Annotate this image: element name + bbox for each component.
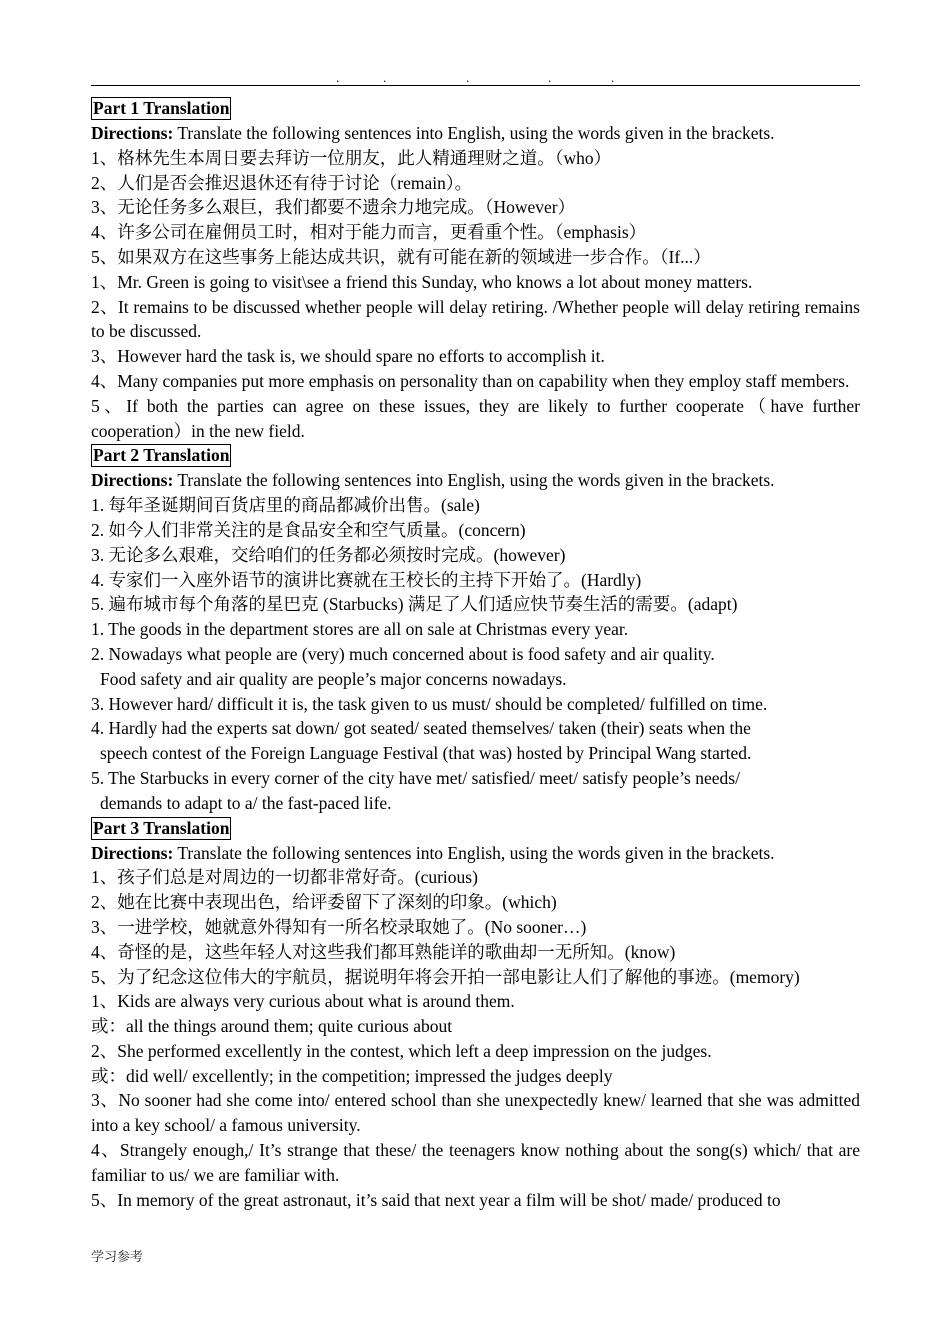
part3-question: 5、为了纪念这位伟大的宇航员，据说明年将会开拍一部电影让人们了解他的事迹。(memory) bbox=[91, 966, 800, 987]
part3-answer: 1、Kids are always very curious about what is around them. bbox=[91, 991, 515, 1012]
part2-answer: 5. The Starbucks in every corner of the city have met/ satisfied/ meet/ satisfy people’s needs/ bbox=[91, 767, 740, 788]
header-rule bbox=[91, 85, 860, 86]
part3-section bbox=[91, 816, 860, 1213]
header-dot: . bbox=[466, 70, 470, 85]
part3-question: 2、她在比赛中表现出色，给评委留下了深刻的印象。(which) bbox=[91, 892, 557, 913]
part2-answer: 1. The goods in the department stores are all on sale at Christmas every year. bbox=[91, 619, 629, 640]
part2-question: 2. 如今人们非常关注的是食品安全和空气质量。(concern) bbox=[91, 519, 526, 540]
part2-question: 1. 每年圣诞期间百货店里的商品都减价出售。(sale) bbox=[91, 495, 480, 516]
part1-question: 2、人们是否会推迟退休还有待于讨论（remain）。 bbox=[91, 172, 473, 193]
part1-title: Part 1 Translation bbox=[93, 98, 230, 118]
header-dot: . bbox=[611, 70, 615, 85]
part3-answer: 4、Strangely enough,/ It’s strange that these/ the teenagers know nothing about the song(s) which/ that are familiar to us/ we are familiar with. bbox=[91, 1140, 860, 1185]
part2-section bbox=[91, 443, 860, 815]
part1-directions: Directions: Translate the following sentences into English, using the words given in the brackets. bbox=[91, 123, 775, 143]
part3-directions: Directions: Translate the following sentences into English, using the words given in the brackets. bbox=[91, 842, 775, 863]
header-dot: . bbox=[336, 70, 340, 85]
part2-answer: 2. Nowadays what people are (very) much concerned about is food safety and air quality. bbox=[91, 643, 715, 664]
part2-question: 4. 专家们一入座外语节的演讲比赛就在王校长的主持下开始了。(Hardly) bbox=[91, 569, 642, 590]
header-dot: . bbox=[548, 70, 552, 85]
part1-answer: 1、Mr. Green is going to visit\see a friend this Sunday, who knows a lot about money matters. bbox=[91, 271, 753, 292]
part1-answer: 3、However hard the task is, we should spare no efforts to accomplish it. bbox=[91, 346, 605, 367]
part2-question: 5. 遍布城市每个角落的星巴克 (Starbucks) 满足了人们适应快节奏生活的需要。(adapt) bbox=[91, 594, 738, 615]
part2-question: 3. 无论多么艰难，交给咱们的任务都必须按时完成。(however) bbox=[91, 544, 566, 565]
part3-answer-alt: 或：all the things around them; quite curious about bbox=[91, 1016, 453, 1037]
page-footer: 学习参考 bbox=[91, 1250, 144, 1265]
part3-question: 3、一进学校，她就意外得知有一所名校录取她了。(No sooner…) bbox=[91, 916, 587, 937]
part1-question: 4、许多公司在雇佣员工时，相对于能力而言，更看重个性。（emphasis） bbox=[91, 222, 647, 243]
part1-answer: 4、Many companies put more emphasis on personality than on capability when they employ staff members. bbox=[91, 370, 850, 391]
part1-section bbox=[91, 96, 860, 443]
part3-answer: 3、No sooner had she come into/ entered school than she unexpectedly knew/ learned that she was admitted into a key school/ a famous university. bbox=[91, 1090, 860, 1136]
part1-answer: 5、If both the parties can agree on these issues, they are likely to further cooperate（have further cooperation）in the new field. bbox=[91, 395, 860, 441]
part3-answer: 2、She performed excellently in the contest, which left a deep impression on the judges. bbox=[91, 1040, 712, 1061]
part3-answer: 5、In memory of the great astronaut, it’s said that next year a film will be shot/ made/ produced to bbox=[91, 1189, 781, 1210]
part1-question: 3、无论任务多么艰巨，我们都要不遗余力地完成。（However） bbox=[91, 197, 576, 218]
part2-title: Part 2 Translation bbox=[93, 445, 230, 466]
part2-answer: 3. However hard/ difficult it is, the task given to us must/ should be completed/ fulfilled on time. bbox=[91, 693, 768, 714]
part3-question: 4、奇怪的是，这些年轻人对这些我们都耳熟能详的歌曲却一无所知。(know) bbox=[91, 941, 676, 962]
part2-answer: speech contest of the Foreign Language Festival (that was) hosted by Principal Wang started. bbox=[100, 743, 752, 764]
part1-question: 1、格林先生本周日要去拜访一位朋友，此人精通理财之道。（who） bbox=[91, 147, 612, 168]
part2-directions: Directions: Translate the following sentences into English, using the words given in the brackets. bbox=[91, 470, 775, 491]
part3-title: Part 3 Translation bbox=[93, 817, 230, 838]
header-dot: . bbox=[383, 70, 387, 85]
part1-question: 5、如果双方在这些事务上能达成共识，就有可能在新的领域进一步合作。（If...） bbox=[91, 246, 711, 267]
part1-answer: 2、It remains to be discussed whether people will delay retiring. /Whether people will delay retiring remains to be discussed. bbox=[91, 296, 860, 342]
document-body bbox=[91, 96, 860, 1212]
part2-answer: Food safety and air quality are people’s major concerns nowadays. bbox=[100, 668, 567, 689]
part2-answer: demands to adapt to a/ the fast-paced life. bbox=[100, 792, 392, 813]
part2-answer: 4. Hardly had the experts sat down/ got seated/ seated themselves/ taken (their) seats when the bbox=[91, 718, 751, 739]
header-dots bbox=[91, 64, 860, 84]
part3-answer-alt: 或：did well/ excellently; in the competition; impressed the judges deeply bbox=[91, 1065, 613, 1086]
part3-question: 1、孩子们总是对周边的一切都非常好奇。(curious) bbox=[91, 867, 478, 888]
